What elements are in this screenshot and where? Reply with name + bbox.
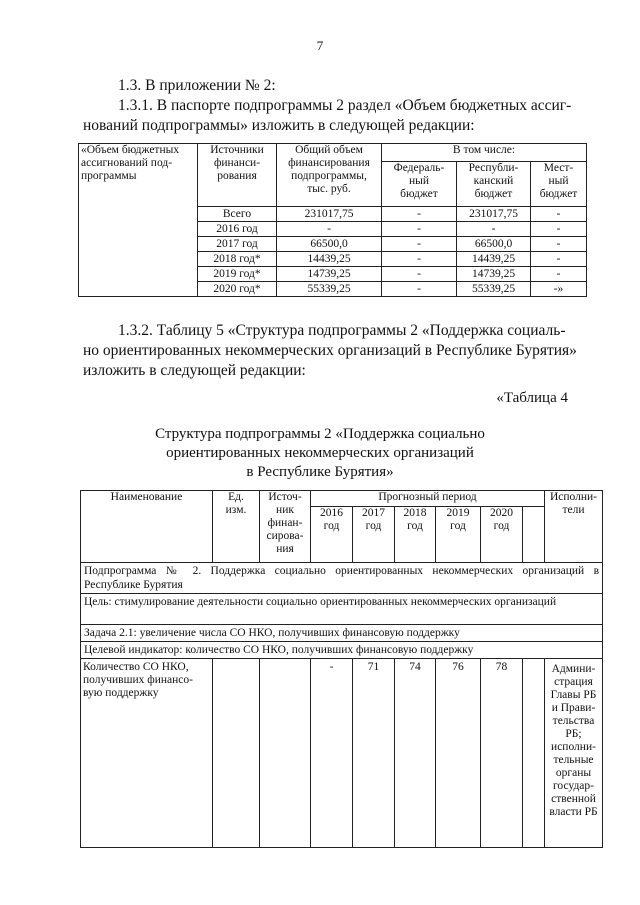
- indicator-row: Целевой индикатор: количество СО НКО, получивших финансовую поддержку: [81, 642, 603, 659]
- col-forecast-header: Прогнозный период: [311, 491, 545, 507]
- col-source-header: Источ- ник финан- сирова- ния: [260, 491, 311, 563]
- table-row: Всего 231017,75 - 231017,75 -: [79, 207, 587, 222]
- section-1-3-2-line3: изложить в следующей редакции:: [83, 362, 306, 379]
- value-2019-cell: 76: [436, 659, 481, 848]
- table-number-label: «Таблица 4: [496, 390, 568, 406]
- value-2016-cell: -: [311, 659, 353, 848]
- goal-row: Цель: стимулирование деятельности социально ориентированных некоммерческих организаций: [81, 594, 603, 625]
- structure-table: [80, 490, 603, 848]
- section-1-3-heading: 1.3. В приложении № 2:: [118, 77, 276, 94]
- budget-table: [78, 143, 587, 297]
- section-1-3-1-line2: нований подпрограммы» изложить в следующей редакции:: [83, 117, 475, 134]
- table-row: 2017 год 66500,0 - 66500,0 -: [79, 237, 587, 252]
- subprogram-row: Подпрограмма № 2. Поддержка социально ориентированных некоммерческих организаций в Республике Бурятия: [81, 563, 603, 594]
- table-row: 2019 год* 14739,25 - 14739,25 -: [79, 267, 587, 282]
- col-sources-header: Источники финанси- рования: [198, 144, 277, 207]
- table-title-line2: ориентированных некоммерческих организаций: [166, 445, 474, 461]
- section-1-3-2-line1: 1.3.2. Таблицу 5 «Структура подпрограммы 2 «Поддержка социаль-: [118, 322, 566, 339]
- budget-row-label: «Объем бюджетных ассигнований под- программы: [79, 144, 198, 297]
- table-title-line3: в Республике Бурятия»: [246, 464, 394, 480]
- year-2017-header: 2017 год: [353, 507, 395, 563]
- table-row: 2018 год* 14439,25 - 14439,25 -: [79, 252, 587, 267]
- col-federal-header: Федераль- ный бюджет: [382, 162, 457, 207]
- col-name-header: Наименование: [81, 491, 213, 563]
- source-cell: [260, 659, 311, 848]
- spacer-cell: [523, 659, 545, 848]
- page-number: 7: [316, 38, 324, 53]
- value-2017-cell: 71: [353, 659, 395, 848]
- table-row: 2016 год - - - -: [79, 222, 587, 237]
- col-unit-header: Ед. изм.: [213, 491, 260, 563]
- col-republic-header: Республи- канский бюджет: [457, 162, 531, 207]
- col-including-header: В том числе:: [382, 144, 587, 162]
- table-row: [81, 659, 603, 848]
- indicator-name-cell: Количество СО НКО, получивших финансо- вую поддержку: [81, 659, 213, 848]
- table-title-line1: Структура подпрограммы 2 «Поддержка социально: [155, 426, 485, 442]
- section-1-3-2-line2: но ориентированных некоммерческих организаций в Республике Бурятия»: [83, 342, 577, 359]
- year-2016-header: 2016 год: [311, 507, 353, 563]
- year-spacer-cell: [523, 507, 545, 563]
- col-total-header: Общий объем финансирования подпрограммы, тыс. руб.: [277, 144, 382, 207]
- task-row: Задача 2.1: увеличение числа СО НКО, получивших финансовую поддержку: [81, 625, 603, 642]
- year-2018-header: 2018 год: [395, 507, 436, 563]
- section-1-3-1-line1: 1.3.1. В паспорте подпрограммы 2 раздел «Объем бюджетных ассиг-: [118, 97, 572, 114]
- col-exec-header: Исполни- тели: [545, 491, 603, 563]
- table-row: 2020 год* 55339,25 - 55339,25 -»: [79, 282, 587, 297]
- unit-cell: [213, 659, 260, 848]
- col-local-header: Мест- ный бюджет: [531, 162, 587, 207]
- year-2020-header: 2020 год: [481, 507, 523, 563]
- executors-cell: Админи- страция Главы РБ и Прави- тельства РБ; исполни- тельные органы государ- ственной власти РБ: [545, 659, 603, 848]
- value-2020-cell: 78: [481, 659, 523, 848]
- value-2018-cell: 74: [395, 659, 436, 848]
- year-2019-header: 2019 год: [436, 507, 481, 563]
